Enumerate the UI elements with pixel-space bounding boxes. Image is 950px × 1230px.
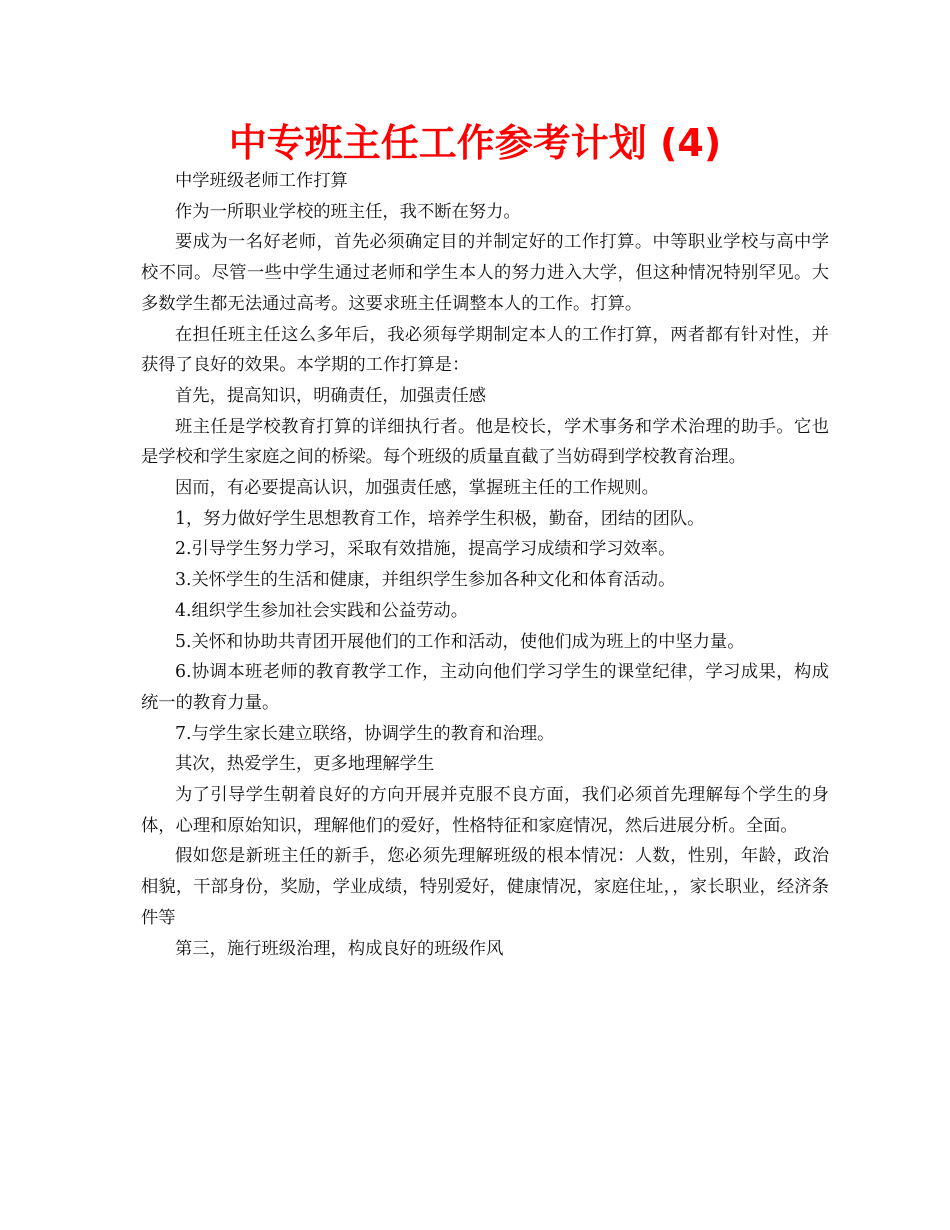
paragraph: 班主任是学校教育打算的详细执行者。他是校长，学术事务和学术治理的助手。它也是学校和学生家庭之间的桥梁。每个班级的质量直截了当妨碍到学校教育治理。 — [141, 416, 829, 468]
paragraph: 第三，施行班级治理，构成良好的班级作风 — [175, 938, 504, 959]
paragraph: 1，努力做好学生思想教育工作，培养学生积极，勤奋，团结的团队。 — [175, 508, 705, 529]
paragraph: 要成为一名好老师，首先必须确定目的并制定好的工作打算。中等职业学校与高中学校不同。尽管一些中学生通过老师和学生本人的努力进入大学，但这种情况特别罕见。大多数学生都无法通过高考。这要求班主任调整本人的工作。打算。 — [141, 232, 829, 314]
paragraph: 中学班级老师工作打算 — [175, 171, 348, 191]
paragraph: 首先，提高知识，明确责任，加强责任感 — [175, 385, 487, 406]
document-body — [141, 166, 829, 964]
document-title: 中专班主任工作参考计划 (4) — [228, 121, 722, 165]
paragraph: 在担任班主任这么多年后，我必须每学期制定本人的工作打算，两者都有针对性，并获得了良好的效果。本学期的工作打算是： — [141, 324, 829, 376]
paragraph: 4.组织学生参加社会实践和公益劳动。 — [175, 600, 468, 621]
paragraph: 作为一所职业学校的班主任，我不断在努力。 — [175, 201, 521, 222]
paragraph: 为了引导学生朝着良好的方向开展并克服不良方面，我们必须首先理解每个学生的身体，心理和原始知识，理解他们的爱好，性格特征和家庭情况，然后进展分析。全面。 — [141, 785, 829, 836]
paragraph: 7.与学生家长建立联络，协调学生的教育和治理。 — [175, 723, 555, 744]
paragraph: 因而，有必要提高认识，加强责任感，掌握班主任的工作规则。 — [175, 478, 659, 499]
paragraph: 其次，热爱学生，更多地理解学生 — [175, 754, 435, 775]
paragraph: 5.关怀和协助共青团开展他们的工作和活动，使他们成为班上的中坚力量。 — [175, 631, 745, 652]
paragraph: 假如您是新班主任的新手，您必须先理解班级的根本情况：人数，性别，年龄，政治相貌，干部身份，奖励，学业成绩，特别爱好，健康情况，家庭住址，，家长职业，经济条件等 — [141, 846, 829, 928]
paragraph: 3.关怀学生的生活和健康，并组织学生参加各种文化和体育活动。 — [175, 570, 676, 591]
paragraph: 2.引导学生努力学习，采取有效措施，提高学习成绩和学习效率。 — [175, 539, 676, 560]
paragraph: 6.协调本班老师的教育教学工作，主动向他们学习学生的课堂纪律，学习成果，构成统一的教育力量。 — [141, 662, 829, 713]
